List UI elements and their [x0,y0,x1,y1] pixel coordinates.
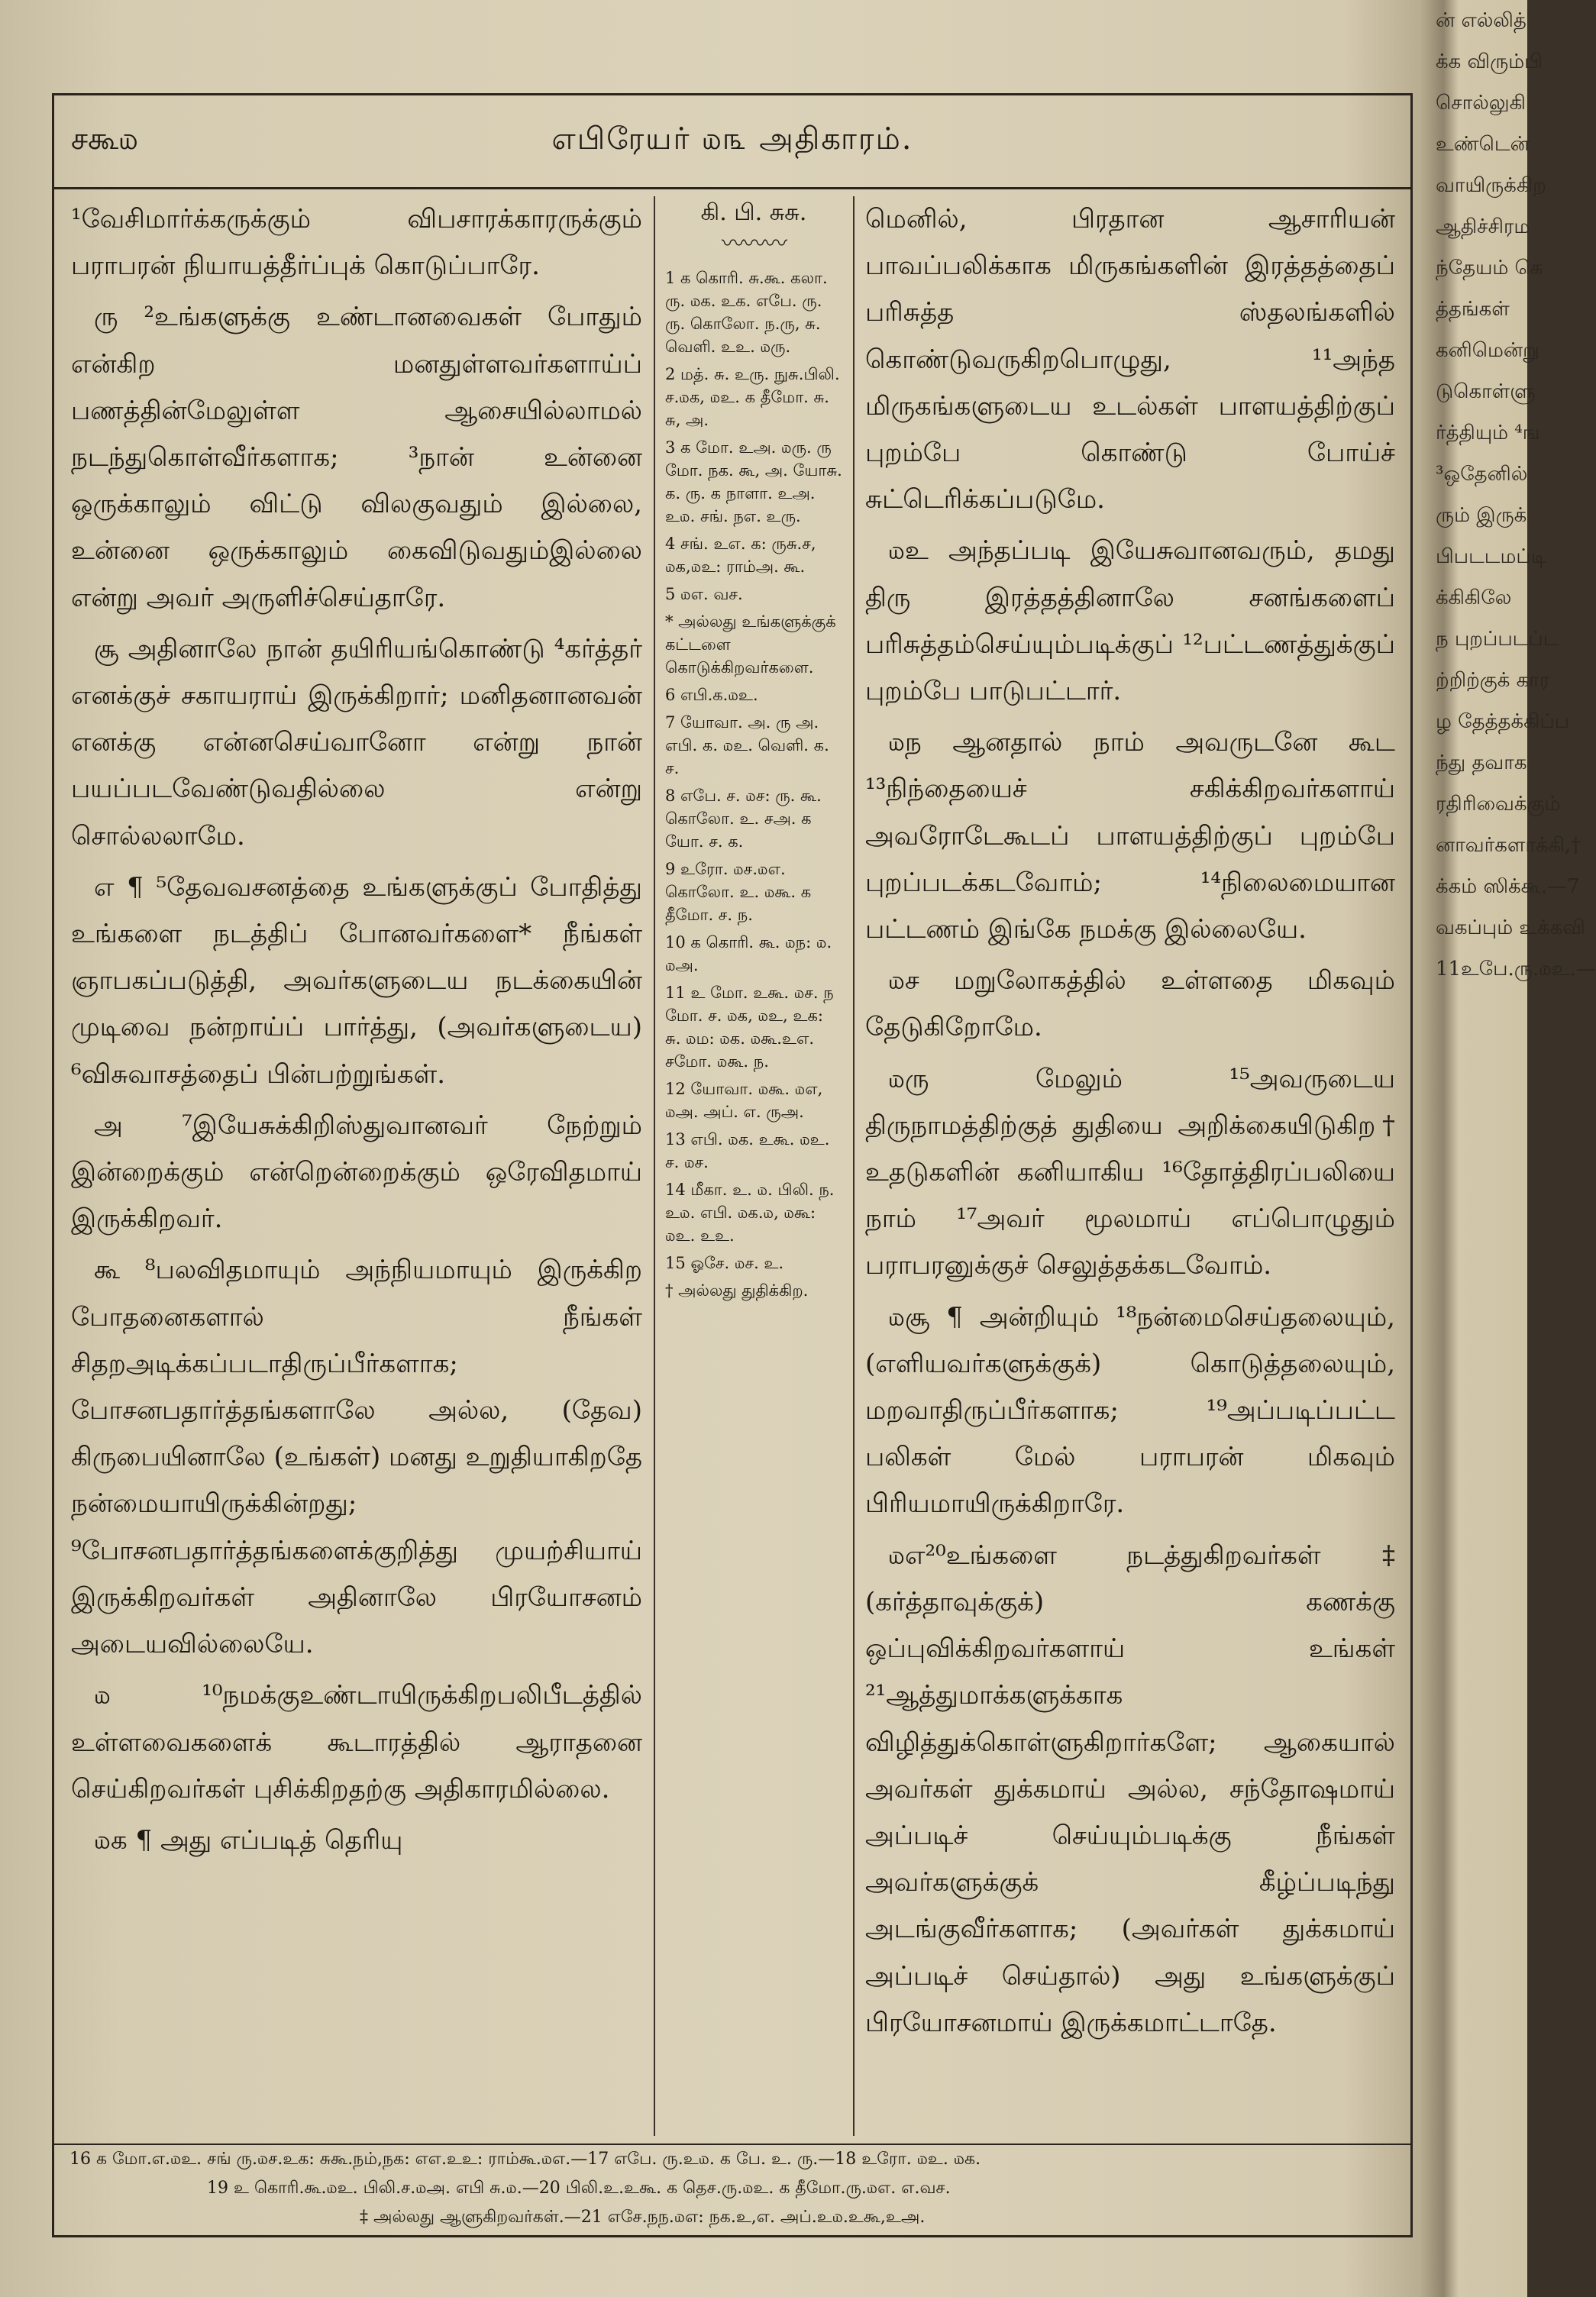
verse-paragraph: ரு ²உங்களுக்கு உண்டானவைகள் போதும் என்கிற மனதுள்ளவர்களாய்ப் பணத்தின்மேலுள்ள ஆசையில்லாமல் நடந்துகொள்வீர்களாக; ³நான் உன்னை ஒருக்காலும் விட்டு விலகுவதும் இல்லை, உன்னை ஒருக்காலும் கைவிடுவதும்இல்லை என்று அவர் அருளிச்செய்தாரே. [71,302,642,613]
cross-reference-entry: 10 க கொரி. கூ. ௰ந: ௰. ௰அ. [665,933,832,974]
cross-reference-entry: 8 எபே. ச. ௰ச: ரு. கூ. கொலோ. உ. சஅ. க யோ. ச. க. [665,787,822,851]
cross-reference-entry: 9 உரோ. ௰ச.௰எ. கொலோ. உ. ௰கூ. க தீமோ. ச. ந. [665,860,812,924]
page-number: சகூ௰ [71,121,139,157]
facing-page-fragment: ந புறப்படப்ட [1436,628,1559,651]
facing-page-fragment: ந்தேயம் கெ [1436,257,1543,279]
facing-page-fragment: ர்த்தியும் ⁴ங [1436,422,1540,444]
verse-paragraph: சூ அதினாலே நான் தயிரியங்கொண்டு ⁴கர்த்தர் எனக்குச் சகாயராய் இருக்கிறார்; மனிதனானவன் எனக்கு என்னசெய்வானோ என்று நான் பயப்படவேண்டுவதில்லை என்று சொல்லலாமே. [71,633,642,851]
facing-page-fragment: த்தங்கள் [1436,298,1510,321]
footnote-line: 19 உ கொரி.கூ.௰உ. பிலி.ச.௰அ. எபி சு.௰.—20 பிலி.உ.உகூ. க தெச.ரு.௰உ. க தீமோ.ரு.௰எ. எ.வச. [207,2179,951,2198]
cross-reference-column [665,196,842,2136]
facing-page-fragment: கனிமென்று [1436,339,1539,362]
facing-page-fragment: பிபடடமப்டி [1436,545,1547,568]
facing-page-fragment: க்கிகிலே [1436,586,1512,609]
cross-reference-entry: 7 யோவா. அ. ரு அ. எபி. க. ௰உ. வெளி. க. ச. [665,713,829,777]
verse-paragraph: ௰ந ஆனதால் நாம் அவருடனே கூட ¹³நிந்தையைச் சகிக்கிறவர்களாய் அவரோடேகூடப் பாளயத்திற்குப் புறம்பே புறப்படக்கடவோம்; ¹⁴நிலைமையான பட்டணம் இங்கே நமக்கு இல்லையே. [865,727,1395,945]
facing-page-fragment: 11உபே.ரு.௰உ.— [1436,958,1596,981]
cross-reference-entry: * அல்லது உங்களுக்குக் கட்டளை கொடுக்கிறவர்களை. [665,612,836,677]
cross-reference-entry: † அல்லது துதிக்கிற. [665,1281,809,1300]
footnote-line: ‡ அல்லது ஆளுகிறவர்கள்.—21 எசே.நந.௰எ: நக.உ,எ. அப்.உ௰.உகூ,உஅ. [360,2208,926,2227]
facing-page-fragment: ன் எல்லித் [1436,9,1527,32]
facing-page-fragment: ந்து தவாக [1436,751,1527,774]
verse-paragraph: ௰உ அந்தப்படி இயேசுவானவரும், தமது திரு இரத்தத்தினாலே சனங்களைப் பரிசுத்தம்செய்யும்படிக்குப் ¹²பட்டணத்துக்குப் புறம்பே பாடுபட்டார். [865,535,1395,707]
column-rule-left [654,196,655,2136]
verse-paragraph: ௰ச மறுலோகத்தில் உள்ளதை மிகவும் தேடுகிறோமே. [865,965,1395,1043]
facing-page-fragment: ற்றிற்குக் கார [1436,669,1550,692]
cross-reference-entry: 15 ஓசே. ௰ச. உ. [665,1254,784,1272]
verse-paragraph: ௰எ²⁰உங்களை நடத்துகிறவர்கள்‡ (கர்த்தாவுக்குக்) கணக்கு ஒப்புவிக்கிறவர்களாய் உங்கள் ²¹ஆத்துமாக்களுக்காக விழித்துக்கொள்ளுகிறார்களே; ஆகையால் அவர்கள் துக்கமாய் அல்ல, சந்தோஷமாய் அப்படிச் செய்யும்படிக்கு நீங்கள் அவர்களுக்குக் கீழ்ப்படிந்து அடங்குவீர்களாக; (அவர்கள் துக்கமாய் அப்படிச் செய்தால்) அது உங்களுக்குப் பிரயோசனமாய் இருக்கமாட்டாதே. [865,1539,1395,2038]
verse-paragraph: மெனில், பிரதான ஆசாரியன் பாவப்பலிக்காக மிருகங்களின் இரத்தத்தைப் பரிசுத்த ஸ்தலங்களில் கொண்டுவருகிறபொழுது, ¹¹அந்த மிருகங்களுடைய உடல்கள் பாளயத்திற்குப் புறம்பே கொண்டு போய்ச் சுட்டெரிக்கப்படுமே. [865,204,1395,515]
cross-reference-entry: 12 யோவா. ௰கூ. ௰எ, ௰அ. அப். எ. ருஅ. [665,1080,823,1121]
facing-page-fragment: னாவர்களாக்கி,† [1436,834,1581,857]
facing-page-fragment: ³ஒதேனில் [1436,463,1528,486]
running-head: எபிரேயர் ௰௩ அதிகாரம். [551,121,913,157]
facing-page-fragment: க்க விரும்பி [1436,50,1543,73]
cross-reference-heading: கி. பி. சுசு. [700,199,807,226]
ornament-flourish: 〰〰〰 [722,231,786,257]
cross-reference-entry: 13 எபி. ௰க. உகூ. ௰உ. ச. ௰ச. [665,1130,830,1171]
left-text-column [71,196,642,2136]
footnote-line: 16 க மோ.எ.௰உ. சங் ரு.௰ச.உக: சுகூ.நம்,நக: எஎ.உஉ: ராம்கூ.௰எ.—17 எபே. ரு.உ௰. க பே. உ. ரு.—18 உரோ. ௰உ. ௰க. [69,2150,981,2169]
cross-reference-entry: 14 மீகா. உ. ௰. பிலி. ந. உ௰. எபி. ௰க.௰, ௰கூ: ௰உ. உஉ. [665,1181,835,1245]
facing-page-fragment: ழ தேத்தக்கிப்ப [1436,710,1570,733]
cross-reference-entry: 2 மத். சு. உரு. நுசு.பிலி. ச.௰க, ௰உ. க தீமோ. சு. சு, அ. [665,365,840,429]
cross-reference-entry: 3 க மோ. உஅ. ௰ரு. ரு மோ. நக. கூ, அ. யோசு. க. ரு. க நாளா. உஅ. உ௰. சங். நஎ. உரு. [665,438,842,525]
facing-page-fragment: டுகொள்ளு [1436,380,1536,403]
verse-paragraph: ௰க ¶ அது எப்படித் தெரியு [94,1824,403,1856]
cross-reference-entry: 11 உ மோ. உகூ. ௰ச. ந மோ. ச. ௰க, ௰உ, உக: சு. ௰ம: ௰க. ௰கூ.உஎ. சமோ. ௰கூ. ந. [665,984,834,1071]
facing-page-fragment: ஆதிச்சிரம [1436,215,1530,238]
facing-page-fragment: சொல்லுகி [1436,92,1526,115]
footnotes [54,2144,1410,2237]
verse-paragraph: ௰சூ ¶ அன்றியும் ¹⁸நன்மைசெய்தலையும், (எளியவர்களுக்குக்) கொடுத்தலையும், மறவாதிருப்பீர்களாக; ¹⁹அப்படிப்பட்ட பலிகள் மேல் பராபரன் மிகவும் பிரியமாயிருக்கிறாரே. [865,1301,1395,1520]
page-header [54,95,1410,189]
verse-paragraph: ௰ ¹⁰நமக்குஉண்டாயிருக்கிறபலிபீடத்தில் உள்ளவைகளைக் கூடாரத்தில் ஆராதனை செய்கிறவர்கள் புசிக்கிறதற்கு அதிகாரமில்லை. [71,1680,642,1804]
cross-reference-entry: 6 எபி.க.௰உ. [665,686,758,704]
verse-paragraph: கூ ⁸பலவிதமாயும் அந்நியமாயும் இருக்கிற போதனைகளால் நீங்கள் சிதறஅடிக்கப்படாதிருப்பீர்களாக; போசனபதார்த்தங்களாலே அல்ல, (தேவ) கிருபையினாலே (உங்கள்) மனது உறுதியாகிறதே நன்மையாயிருக்கின்றது; ⁹போசனபதார்த்தங்களைக்குறித்து முயற்சியாய் இருக்கிறவர்கள் அதினாலே பிரயோசனம் அடையவில்லையே. [71,1255,642,1660]
verse-paragraph: ¹வேசிமார்க்கருக்கும் விபசாரக்காரருக்கும் பராபரன் நியாயத்தீர்ப்புக் கொடுப்பாரே. [71,204,642,282]
cross-reference-list [665,267,842,1302]
column-rule-right [853,196,855,2136]
facing-page-fragment: வகப்பும் உக்கவி [1436,916,1585,939]
cross-reference-entry: 4 சங். உஎ. க: ருசு.ச, ௰க,௰உ: ராம்அ. கூ. [665,535,816,576]
facing-page-fragment: உண்டென் [1436,133,1530,156]
verse-paragraph: அ ⁷இயேசுக்கிறிஸ்துவானவர் நேற்றும் இன்றைக்கும் என்றென்றைக்கும் ஒரேவிதமாய் இருக்கிறவர். [71,1110,642,1235]
verse-paragraph: ௰ரு மேலும் ¹⁵அவருடைய திருநாமத்திற்குத் துதியை அறிக்கையிடுகிற† உதடுகளின் கனியாகிய ¹⁶தோத்திரப்பலியை நாம் ¹⁷அவர் மூலமாய் எப்பொழுதும் பராபரனுக்குச் செலுத்தக்கடவோம். [865,1063,1395,1281]
right-text-column [865,196,1395,2136]
facing-page-fragment: ரதிரிவைக்கும் [1436,793,1561,816]
cross-reference-entry: 5 ௰எ. வச. [665,585,743,603]
cross-reference-entry: 1 க கொரி. சு.கூ. கலா. ரு. ௰க. உக. எபே. ரு. ரு. கொலோ. ந.ரு, சு. வெளி. உஉ. ௰ரு. [665,269,828,356]
facing-page-edge [1436,0,1596,2297]
verse-paragraph: எ ¶ ⁵தேவவசனத்தை உங்களுக்குப் போதித்து உங்களை நடத்திப் போனவர்களை* நீங்கள் ஞாபகப்படுத்தி, அவர்களுடைய நடக்கையின் முடிவை நன்றாய்ப் பார்த்து, (அவர்களுடைய) ⁶விசுவாசத்தைப் பின்பற்றுங்கள். [71,871,642,1090]
facing-page-fragment: ரும் இருக் [1436,504,1527,527]
facing-page-fragment: வாயிருக்கிற [1436,174,1546,197]
facing-page-fragment: க்கம் ஸிக்கூ.—7 [1436,875,1580,898]
page-frame [52,93,1413,2237]
